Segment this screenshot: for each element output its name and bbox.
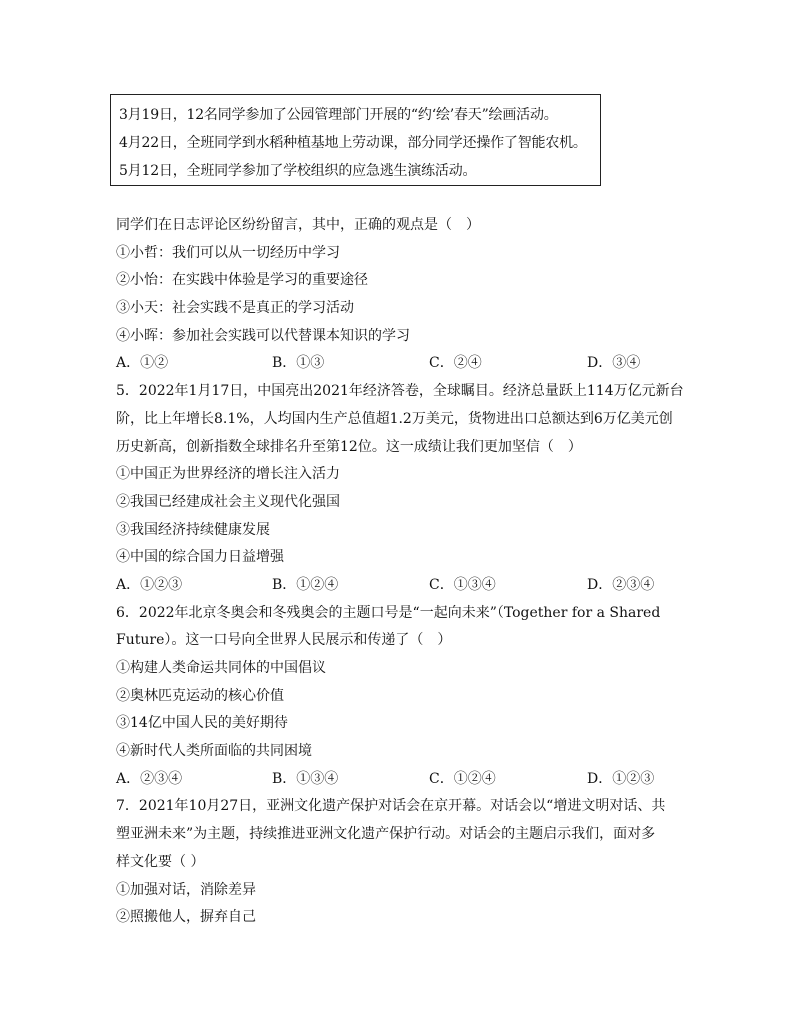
statement-item: ②照搬他人，摒弃自己 <box>116 909 256 926</box>
question-7 <box>116 793 686 931</box>
questions <box>116 212 686 932</box>
answer-options <box>116 350 686 378</box>
statement-item: ②小怡：在实践中体验是学习的重要途径 <box>116 272 368 289</box>
intro-line: 3月19日，12名同学参加了公园管理部门开展的“约‘绘’春天”绘画活动。 <box>119 107 558 123</box>
question-stem: 6．2022年北京冬奥会和冬残奥会的主题口号是“一起向未来”（Together for a Shared <box>116 604 661 621</box>
question-stem: 历史新高，创新指数全球排名升至第12位。这一成绩让我们更加坚信（ ） <box>116 438 582 455</box>
answer-options <box>116 572 686 600</box>
statement-item: ①加强对话，消除差异 <box>116 881 256 898</box>
statement-item: ③小天：社会实践不是真正的学习活动 <box>116 300 354 317</box>
statement-item: ④小晖：参加社会实践可以代替课本知识的学习 <box>116 327 410 344</box>
option-d: D．③④ <box>587 355 641 372</box>
option-c: C．①③④ <box>429 576 496 593</box>
option-c: C．②④ <box>429 355 482 372</box>
question-6 <box>116 600 686 794</box>
option-a: A．①② <box>116 355 169 372</box>
question-stem: 塑亚洲未来”为主题，持续推进亚洲文化遗产保护行动。对话会的主题启示我们，面对多 <box>116 826 656 843</box>
statement-item: ①构建人类命运共同体的中国倡议 <box>116 660 326 676</box>
statement-item: ②奥林匹克运动的核心价值 <box>116 687 284 704</box>
intro-line: 4月22日，全班同学到水稻种植基地上劳动课，部分同学还操作了智能农机。 <box>119 135 587 151</box>
answer-options <box>116 766 686 794</box>
option-b: B．①③④ <box>272 770 339 787</box>
statement-item: ①小哲：我们可以从一切经历中学习 <box>116 244 340 261</box>
option-a: A．②③④ <box>116 770 183 787</box>
statement-item: ①中国正为世界经济的增长注入活力 <box>116 466 340 483</box>
intro-text-box <box>110 94 601 186</box>
question-stem: 7．2021年10月27日，亚洲文化遗产保护对话会在京开幕。对话会以“增进文明对话、共 <box>116 798 666 815</box>
statement-item: ④新时代人类所面临的共同困境 <box>116 743 312 760</box>
question-5 <box>116 378 686 600</box>
question-stem: 5．2022年1月17日，中国亮出2021年经济答卷，全球瞩目。经济总量跃上114万亿元新台 <box>116 383 684 400</box>
statement-item: ③14亿中国人民的美好期待 <box>116 715 288 732</box>
option-d: D．①②③ <box>587 770 655 787</box>
statement-item: ③我国经济持续健康发展 <box>116 521 270 538</box>
option-d: D．②③④ <box>587 576 655 593</box>
option-c: C．①②④ <box>429 770 496 787</box>
statement-item: ④中国的综合国力日益增强 <box>116 549 284 566</box>
statement-item: ②我国已经建成社会主义现代化强国 <box>116 493 340 510</box>
intro-line: 5月12日，全班同学参加了学校组织的应急逃生演练活动。 <box>119 163 477 179</box>
question-stem: Future）。这一口号向全世界人民展示和传递了（ ） <box>116 632 452 649</box>
option-b: B．①②④ <box>272 576 339 593</box>
question-stem: 阶，比上年增长8.1%，人均国内生产总值超1.2万美元，货物进出口总额达到6万亿美元创 <box>116 410 673 427</box>
question-stem: 同学们在日志评论区纷纷留言，其中，正确的观点是（ ） <box>116 217 480 233</box>
option-a: A．①②③ <box>116 576 183 593</box>
option-b: B．①③ <box>272 355 325 372</box>
question-stem: 样文化要（ ） <box>116 853 205 870</box>
question-4 <box>116 212 686 378</box>
